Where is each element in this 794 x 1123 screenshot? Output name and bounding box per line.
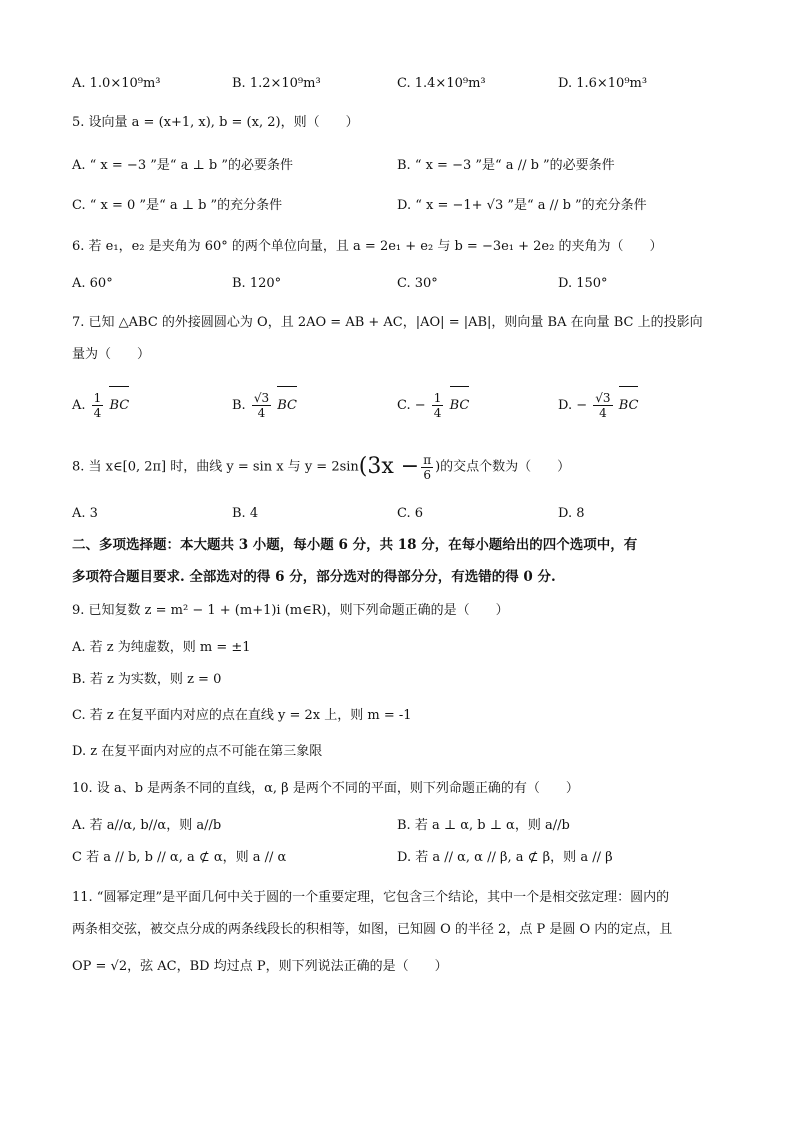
q9-option-b: B. 若 z 为实数，则 z = 0	[72, 672, 222, 687]
q6-option-c: C. 30°	[397, 276, 438, 291]
q8-option-b: B. 4	[232, 506, 259, 521]
q11-line3: OP = √2，弦 AC，BD 均过点 P，则下列说法正确的是（ ）	[72, 959, 448, 974]
q5-option-c: C. “ x = 0 ”是“ a ⊥ b ”的充分条件	[72, 198, 283, 213]
q7-stem-line1: 7. 已知 △ABC 的外接圆圆心为 O，且 2AO = AB + AC，|AO| = |AB|，则向量 BA 在向量 BC 上的投影向	[72, 315, 703, 330]
q6-options	[72, 274, 732, 298]
q7-option-c-denominator: 4	[433, 406, 442, 420]
q8-fraction	[421, 453, 433, 482]
q8-paren-open: (3x −	[358, 454, 420, 479]
q8-option-d: D. 8	[558, 506, 585, 521]
q7-option-a-denominator: 4	[93, 406, 102, 420]
q5-options-row2	[72, 196, 732, 220]
q9-option-c: C. 若 z 在复平面内对应的点在直线 y = 2x 上，则 m = -1	[72, 708, 412, 723]
q7-option-b	[232, 386, 297, 424]
q10-option-a: A. 若 a//α, b//α，则 a//b	[72, 818, 222, 833]
q7-option-b-vector: BC	[277, 386, 297, 424]
q5-option-a: A. “ x = −3 ”是“ a ⊥ b ”的必要条件	[72, 158, 293, 173]
section2-heading-line2: 多项符合题目要求. 全部选对的得 6 分，部分选对的得部分分，有选错的得 0 分.	[72, 569, 556, 585]
q7-option-b-label: B.	[232, 398, 246, 413]
q7-option-c-numerator: 1	[433, 391, 442, 405]
q5-options-row1	[72, 156, 732, 180]
q7-option-d-vector: BC	[619, 386, 639, 424]
q11-line2: 两条相交弦，被交点分成的两条线段长的积相等，如图，已知圆 O 的半径 2，点 P 是圆 O 内的定点，且	[72, 922, 673, 937]
q7-option-c	[397, 386, 469, 424]
q10-options-row1	[72, 816, 732, 840]
q7-option-a-numerator: 1	[93, 391, 102, 405]
q4-option-a: A. 1.0×10⁹m³	[72, 76, 161, 91]
q7-option-a-vector: BC	[109, 386, 129, 424]
q5-option-d: D. “ x = −1+ √3 ”是“ a // b ”的充分条件	[397, 198, 647, 213]
q6-option-d: D. 150°	[558, 276, 608, 291]
q9-stem: 9. 已知复数 z = m² − 1 + (m+1)i (m∈R)，则下列命题正确的是（ ）	[72, 603, 509, 618]
q10-stem: 10. 设 a、b 是两条不同的直线，α, β 是两个不同的平面，则下列命题正确的有（ ）	[72, 781, 579, 796]
q8-fraction-num: π	[423, 452, 432, 467]
q7-option-a-label: A.	[72, 398, 86, 413]
q7-options	[72, 386, 732, 426]
q7-option-d-label: D. −	[558, 398, 588, 413]
q11-line1: 11. “圆幂定理”是平面几何中关于圆的一个重要定理，它包含三个结论，其中一个是相交弦定理：圆内的	[72, 890, 670, 905]
q10-option-c: C 若 a // b, b // α, a ⊄ α，则 a // α	[72, 850, 287, 865]
q8-stem	[72, 452, 570, 483]
q8-stem-pre: 8. 当 x∈[0, 2π] 时，曲线 y = sin x 与 y = 2sin	[72, 459, 359, 475]
q7-option-a-fraction	[92, 391, 104, 420]
q6-option-a: A. 60°	[72, 276, 113, 291]
q7-option-b-numerator: √3	[253, 391, 270, 405]
q7-option-c-vector: BC	[450, 386, 470, 424]
q8-option-c: C. 6	[397, 506, 424, 521]
q9-option-d: D. z 在复平面内对应的点不可能在第三象限	[72, 744, 323, 759]
q9-option-a: A. 若 z 为纯虚数，则 m = ±1	[72, 640, 251, 655]
q8-options	[72, 504, 732, 528]
q8-fraction-den: 6	[423, 467, 431, 482]
q6-stem: 6. 若 e₁，e₂ 是夹角为 60° 的两个单位向量，且 a = 2e₁ + e₂ 与 b = −3e₁ + 2e₂ 的夹角为（ ）	[72, 239, 663, 254]
q4-option-d: D. 1.6×10⁹m³	[558, 76, 648, 91]
q5-stem: 5. 设向量 a = (x+1, x), b = (x, 2)，则（ ）	[72, 115, 359, 130]
q8-option-a: A. 3	[72, 506, 98, 521]
q4-options	[72, 74, 732, 98]
q4-option-b: B. 1.2×10⁹m³	[232, 76, 321, 91]
section2-heading-line1: 二、多项选择题：本大题共 3 小题，每小题 6 分，共 18 分，在每小题给出的四个选项中，有	[72, 537, 638, 553]
q7-option-c-fraction	[432, 391, 444, 420]
q7-option-c-label: C. −	[397, 398, 426, 413]
q7-stem-line2: 量为（ ）	[72, 347, 151, 362]
q5-option-b: B. “ x = −3 ”是“ a // b ”的必要条件	[397, 158, 615, 173]
q10-options-row2	[72, 848, 732, 872]
q6-option-b: B. 120°	[232, 276, 282, 291]
q7-option-d-fraction	[593, 391, 612, 420]
q7-option-b-fraction	[252, 391, 271, 420]
q7-option-d-numerator: √3	[595, 391, 611, 405]
q10-option-b: B. 若 a ⊥ α, b ⊥ α，则 a//b	[397, 818, 570, 833]
q8-stem-post: )的交点个数为（ ）	[435, 459, 571, 475]
q7-option-b-denominator: 4	[257, 406, 266, 420]
q10-option-d: D. 若 a // α, α // β, a ⊄ β，则 a // β	[397, 850, 613, 865]
q7-option-a	[72, 386, 129, 424]
q7-option-d	[558, 386, 638, 424]
q7-option-d-denominator: 4	[599, 406, 607, 420]
q4-option-c: C. 1.4×10⁹m³	[397, 76, 486, 91]
